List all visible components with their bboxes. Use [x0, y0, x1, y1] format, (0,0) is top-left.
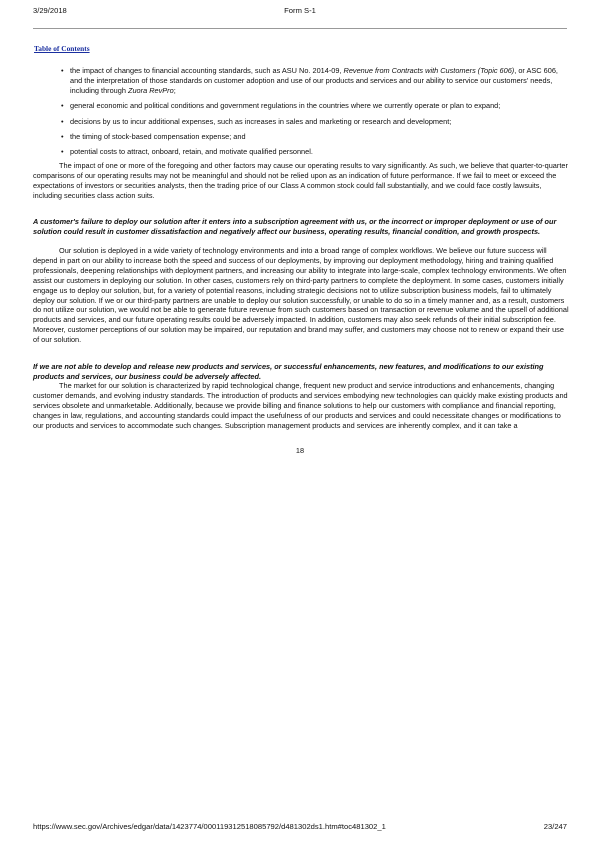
bullet-item — [61, 132, 571, 142]
bullet-text-italic: Revenue from Contracts with Customers (Topic 606) — [343, 66, 515, 75]
bullet-text: , or ASC 606, and the interpretation of those standards on customer adoption and use of our products and services and our ability to service our customers' needs, including through — [70, 66, 558, 95]
bullet-item — [61, 66, 571, 96]
source-url: https://www.sec.gov/Archives/edgar/data/1423774/000119312518085792/d481302ds1.htm#toc481302_1 — [33, 822, 386, 831]
bullet-icon: • — [61, 147, 64, 156]
bullet-icon: • — [61, 101, 64, 110]
bullet-text: the impact of changes to financial accounting standards, such as ASU No. 2014-09, — [70, 66, 344, 75]
risk-factor-heading: A customer's failure to deploy our solution after it enters into a subscription agreement with us, or the incorrect or improper deployment or use of our solution could result in customer dissatisfaction and negatively affect our business, operating results, financial condition, and growth prospects. — [33, 217, 557, 236]
header-divider — [33, 28, 567, 29]
print-date: 3/29/2018 — [33, 6, 67, 15]
bullet-text: potential costs to attract, onboard, retain, and motivate qualified personnel. — [70, 147, 313, 156]
body-paragraph: Our solution is deployed in a wide variety of technology environments and into a broad range of complex workflows. We believe our future success will depend in part on our ability to increase both the speed and success of our deployments, by improving our deployment methodology, hiring and training qualified professionals, deepening relationships with deployment partners, and increasing our ability to integrate into large-scale, complex technology environments. We often assist our customers in deploying our solution. In other cases, customers rely on third-party partners to complete the deployment. In some cases, customers initially engage us to deploy our solution, but, for a variety of potential reasons, including strategic decisions not to utilize subscription business models, fail to ultimately deploy our solution. If we or our third-party partners are unable to deploy our solution successfully, or unable to do so in a timely manner and, as a result, customers do not utilize our solution, we would not be able to generate future revenue from such customers based on transaction or revenue volume and the upsell of additional products and services, and our future operating results could be adversely impacted. In addition, customers may also seek refunds of their initial subscription fee. Moreover, customer perceptions of our solution may be impaired, our reputation and brand may suffer, and customers may choose not to renew or expand their use of our solution. — [33, 246, 569, 345]
document-title: Form S-1 — [284, 6, 316, 15]
bullet-item — [61, 147, 571, 157]
bullet-text: ; — [173, 85, 176, 95]
body-paragraph: The impact of one or more of the foregoing and other factors may cause our operating results to vary significantly. As such, we believe that quarter-to-quarter comparisons of our operating results may not be meaningful and should not be relied upon as an indication of future performance. If we fail to meet or exceed the expectations of investors or securities analysts, then the trading price of our Class A common stock could fall substantially, and we could face costly lawsuits, including securities class action suits. — [33, 161, 568, 200]
bullet-icon: • — [61, 132, 64, 141]
bullet-text: general economic and political conditions and government regulations in the countries where we currently operate or plan to expand; — [70, 101, 501, 110]
bullet-text-italic: Zuora RevPro — [127, 85, 174, 95]
bullet-item — [61, 117, 571, 127]
bullet-text: decisions by us to incur additional expenses, such as increases in sales and marketing or research and development; — [70, 117, 452, 126]
body-paragraph: The market for our solution is characterized by rapid technological change, frequent new product and service introductions and enhancements, changing customer demands, and evolving industry standards. The introduction of products and services embodying new technologies can quickly make existing products and services obsolete and unmarketable. Additionally, because we provide billing and finance solutions to help our customers with compliance and financial reporting, changes in law, regulations, and accounting standards could impact the usefulness of our products and services and could necessitate changes or modifications to our products and services to accommodate such changes. Subscription management products and services are inherently complex, and it can take a — [33, 381, 568, 430]
page-count: 23/247 — [543, 822, 567, 831]
risk-factor-heading: If we are not able to develop and release new products and services, or successful enhancements, new features, and modifications to our existing products and services, our business could be adversely affected. — [33, 362, 544, 381]
bullet-text: the timing of stock-based compensation expense; and — [70, 132, 246, 141]
bullet-icon: • — [61, 66, 64, 75]
bullet-item — [61, 101, 571, 111]
page-number: 18 — [295, 446, 305, 455]
table-of-contents-link[interactable]: Table of Contents — [34, 44, 90, 53]
bullet-icon: • — [61, 117, 64, 126]
